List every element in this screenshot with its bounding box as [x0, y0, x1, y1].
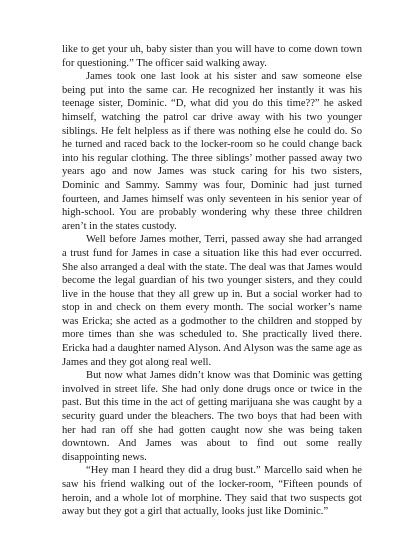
body-text [62, 43, 362, 519]
paragraph-3: Well before James mother, Terri, passed away she had arranged a trust fund for James in case a situation like this had ever occurred. She also arranged a deal with the state. The deal was that James would become the legal guardian of his two younger sisters, and they could live in the house that they all grew up in. But a social worker had to stop in and check on them every month. The social worker’s name was Ericka; she acted as a godmother to the children and stopped by more times than she was scheduled to. She practically lived there. Ericka had a daughter named Alyson. And Alyson was the same age as James and they got along real well. [62, 234, 362, 368]
paragraph-1: like to get your uh, baby sister than you will have to come down town for questioning.” The officer said walking away. [62, 44, 362, 69]
paragraph-2: James took one last look at his sister and saw someone else being put into the same car. He recognized her instantly it was his teenage sister, Dominic. “D, what did you do this time??” he asked himself, watching the patrol car drive away with his two younger siblings. He felt helpless as if there was nothing else he could do. So he turned and raced back to the locker-room so he could change back into his regular clothing. The three siblings’ mother passed away two years ago and now James was stuck caring for his two sisters, Dominic and Sammy. Sammy was four, Dominic had just turned fourteen, and James himself was only seventeen in his senior year of high-school. You are probably wondering why these three children aren’t in the states custody. [62, 71, 362, 232]
paragraph-5: “Hey man I heard they did a drug bust.” Marcello said when he saw his friend walking out of the locker-room, “Fifteen pounds of heroin, and a whole lot of morphine. They said that two suspects got away but they got a girl that actually, looks just like Dominic.” [62, 465, 362, 518]
paragraph-4: But now what James didn’t know was that Dominic was getting involved in street life. She had only done drugs once or twice in the past. But this time in the act of getting marijuana she was caught by a security guard under the bleachers. The two boys that had been with her had ran off she had gotten caught now she was being taken downtown. And James was about to find out some really disappointing news. [62, 370, 362, 463]
